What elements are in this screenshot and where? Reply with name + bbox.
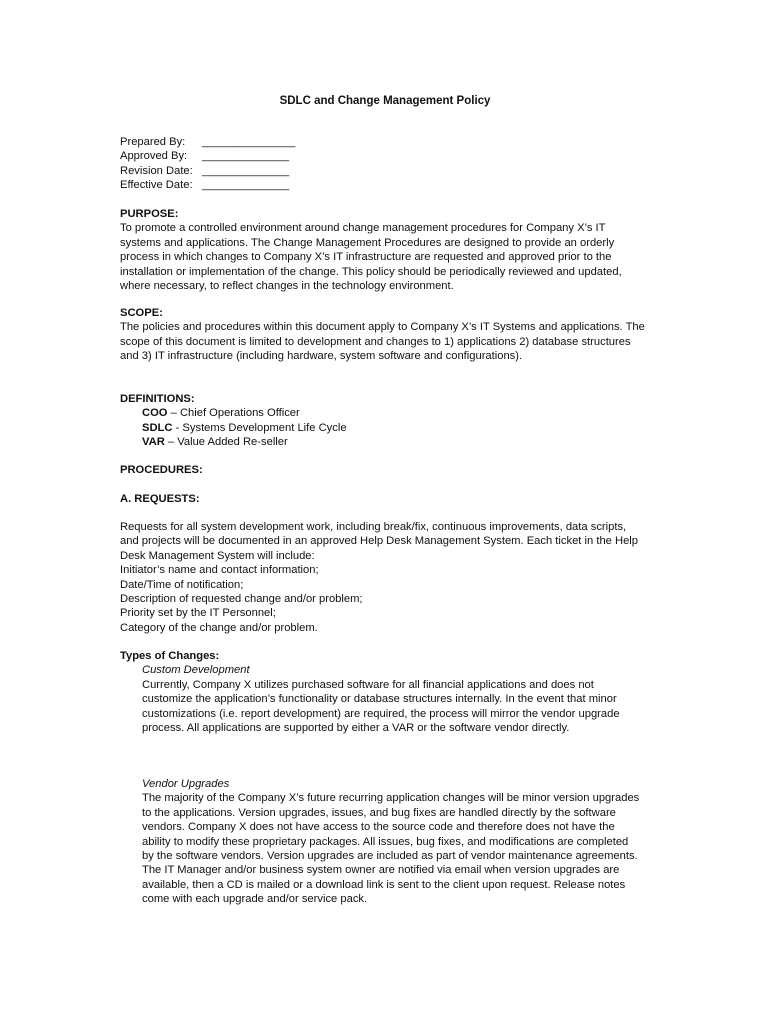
definition-desc: Systems Development Life Cycle <box>182 421 347 434</box>
procedures-section <box>120 463 645 477</box>
definition-term: SDLC <box>142 421 173 434</box>
meta-blank: _______________ <box>202 136 296 148</box>
request-field: Priority set by the IT Personnel; <box>120 607 276 620</box>
meta-approved-by <box>120 149 295 163</box>
scope-text: The policies and procedures within this document apply to Company X’s IT Systems and applications. The scope of this document is limited to development and changes to 1) applications 2) database structures and 3) IT infrastructure (including hardware, system software and configurations). <box>120 321 645 363</box>
definition-term: VAR <box>142 436 165 449</box>
meta-effective-date <box>120 178 295 192</box>
requests-heading: A. REQUESTS: <box>120 493 200 505</box>
types-section <box>120 649 645 735</box>
definition-item <box>120 421 645 435</box>
meta-label: Revision Date: <box>120 164 193 177</box>
scope-heading: SCOPE: <box>120 307 163 319</box>
purpose-heading: PURPOSE: <box>120 208 179 220</box>
definitions-section <box>120 392 645 450</box>
purpose-section <box>120 207 645 293</box>
meta-label: Effective Date: <box>120 179 193 192</box>
definition-sep: – <box>164 436 178 449</box>
definition-item <box>120 435 645 449</box>
custom-dev-text: Currently, Company X utilizes purchased software for all financial applications and does not customize the application’s functionality or database structures internally. In the event that minor customizations (i.e. report development) are required, the process will mirror the vendor upgrade process. All applications are supported by either a VAR or the software vendor directly. <box>142 678 620 735</box>
scope-section <box>120 306 645 364</box>
definition-item <box>120 406 645 420</box>
requests-section <box>120 492 645 506</box>
meta-prepared-by <box>120 135 295 149</box>
definition-desc: Chief Operations Officer <box>179 407 300 420</box>
types-heading: Types of Changes: <box>120 650 220 662</box>
meta-blank: ______________ <box>202 179 290 192</box>
requests-body <box>120 520 645 635</box>
meta-revision-date <box>120 164 295 178</box>
vendor-upgrades-section <box>120 777 645 907</box>
procedures-heading: PROCEDURES: <box>120 464 203 476</box>
document-title: SDLC and Change Management Policy <box>279 95 491 107</box>
vendor-upgrades-subheading: Vendor Upgrades <box>142 778 230 790</box>
meta-label: Approved By: <box>120 150 188 163</box>
request-field: Date/Time of notification; <box>120 578 244 591</box>
custom-dev-subheading: Custom Development <box>142 664 250 677</box>
purpose-text: To promote a controlled environment around change management procedures for Company X’s IT systems and applications. The Change Management Procedures are designed to provide an orderly process in which changes to Company X’s IT infrastructure are requested and approved prior to the installation or implementation of the change. This policy should be periodically reviewed and updated, where necessary, to reflect changes in the technology environment. <box>120 222 622 293</box>
meta-label: Prepared By: <box>120 136 186 148</box>
definition-desc: Value Added Re-seller <box>177 436 288 449</box>
document-meta <box>120 135 295 193</box>
definition-term: COO <box>142 407 168 420</box>
definition-sep: - <box>172 421 183 434</box>
requests-intro: Requests for all system development work, including break/fix, continuous improvements, data scripts, and projects will be documented in an approved Help Desk Management System. Each ticket in the Help Desk Management System will include: <box>120 521 639 562</box>
meta-blank: ______________ <box>202 164 290 177</box>
vendor-upgrades-text: The majority of the Company X’s future recurring application changes will be minor version upgrades to the applications. Version upgrades, issues, and bug fixes are handled directly by the software vendors. Company X does not have access to the source code and therefore does not have the ability to modify these proprietary packages. All issues, bug fixes, and modifications are completed by the software vendors. Version upgrades are included as part of vendor maintenance agreements. The IT Manager and/or business system owner are notified via email when version upgrades are available, then a CD is mailed or a download link is sent to the client upon request. Release notes come with each upgrade and/or service pack. <box>142 792 640 906</box>
request-field: Initiator’s name and contact information; <box>120 564 319 577</box>
request-field: Category of the change and/or problem. <box>120 621 318 634</box>
request-field: Description of requested change and/or problem; <box>120 593 363 606</box>
definition-sep: – <box>167 407 180 420</box>
meta-blank: ______________ <box>202 150 290 163</box>
definitions-heading: DEFINITIONS: <box>120 393 195 405</box>
